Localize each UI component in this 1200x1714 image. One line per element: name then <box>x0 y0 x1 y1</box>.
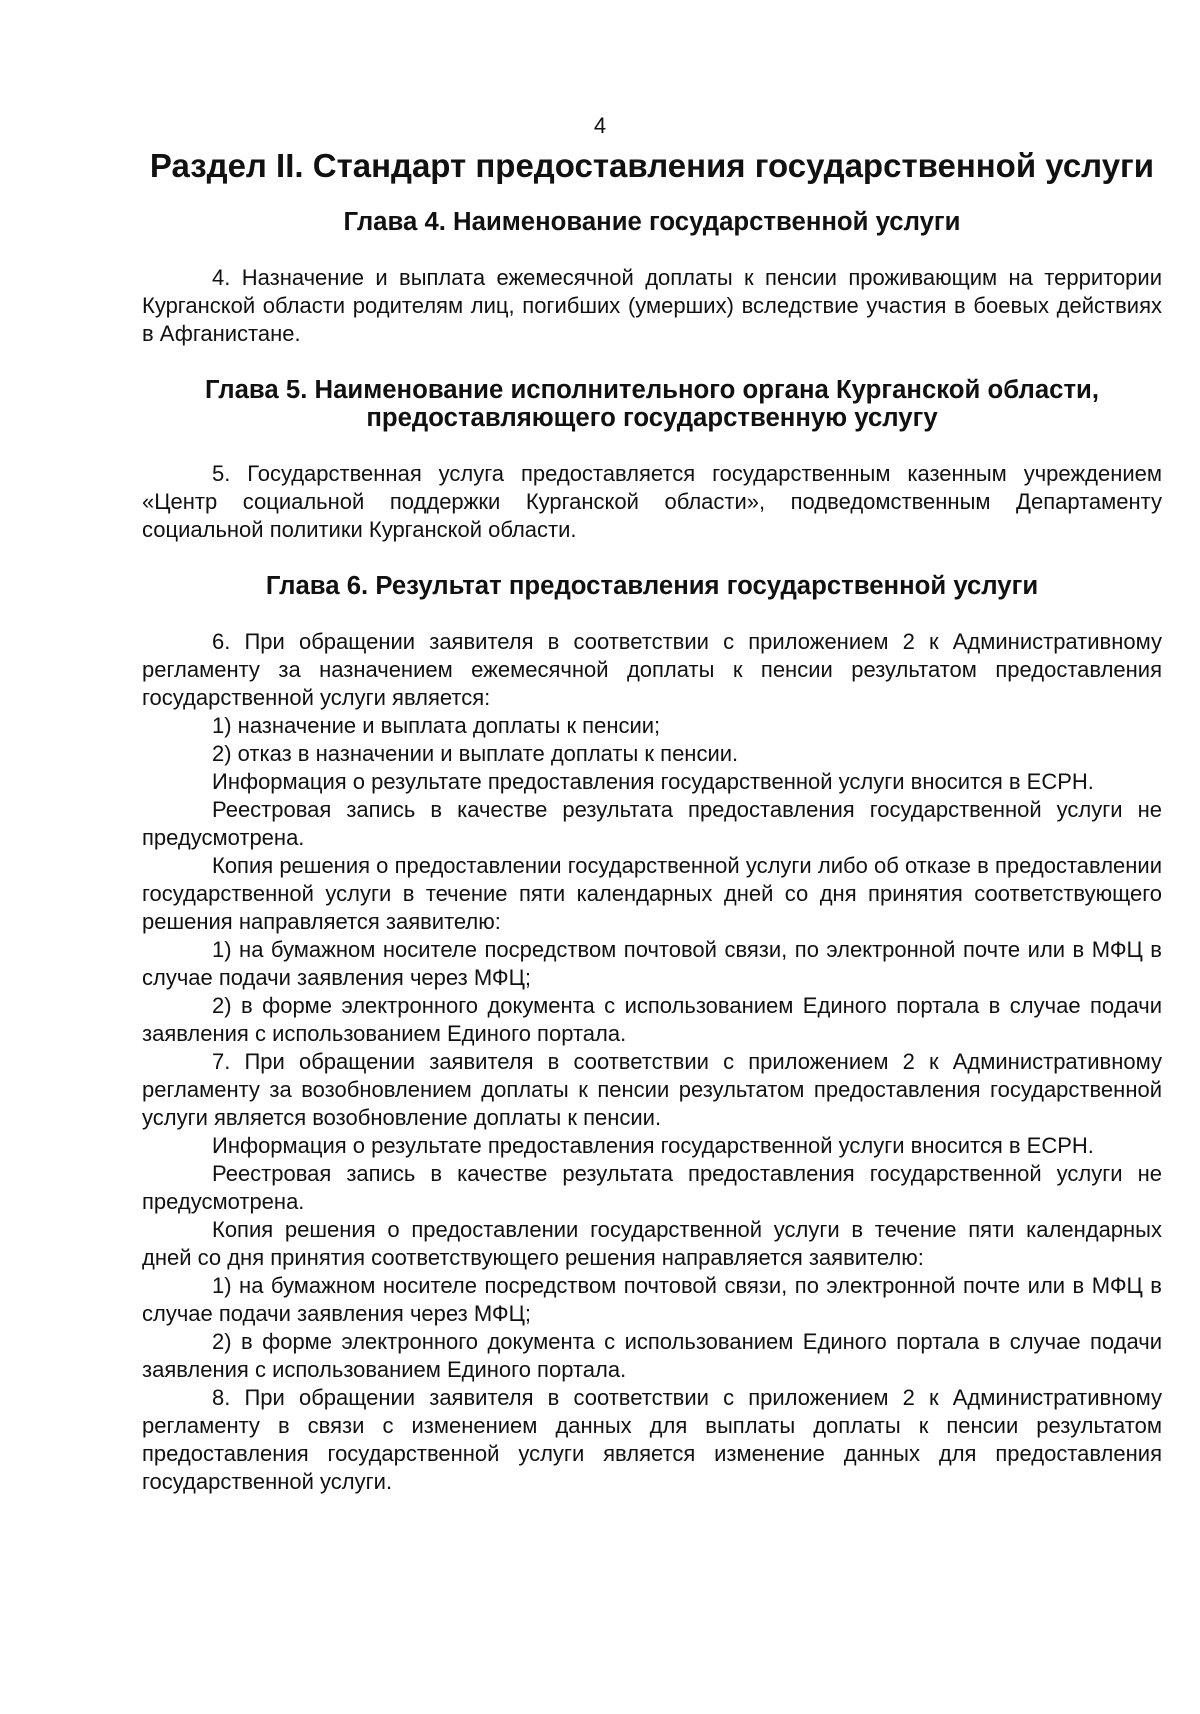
chapter-5-title-line-1: Глава 5. Наименование исполнительного органа Курганской области, <box>204 376 1100 404</box>
paragraph: Информация о результате предоставления государственной услуги вносится в ЕСРН. <box>212 769 1094 794</box>
list-item: 2) отказ в назначении и выплате доплаты к пенсии. <box>212 741 739 766</box>
paragraph: 5. Государственная услуга предоставляется государственным казенным учреждением «Центр социальной поддержки Курганской области», подведомственным Департаменту социальной политики Курганской области. <box>142 461 1162 542</box>
list-item: 1) назначение и выплата доплаты к пенсии; <box>212 713 661 738</box>
paragraph: Реестровая запись в качестве результата предоставления государственной услуги не предусмотрена. <box>142 797 1162 850</box>
paragraph: Реестровая запись в качестве результата предоставления государственной услуги не предусмотрена. <box>142 1161 1162 1214</box>
section-title: Раздел II. Стандарт предоставления государственной услуги <box>149 147 1155 184</box>
paragraph: 8. При обращении заявителя в соответствии с приложением 2 к Административному регламенту в связи с изменением данных для выплаты доплаты к пенсии результатом предоставления государственной услуги является изменение данных для предоставления государственной услуги. <box>142 1385 1162 1494</box>
paragraph: Информация о результате предоставления государственной услуги вносится в ЕСРН. <box>212 1133 1094 1158</box>
document-body <box>142 147 1162 1496</box>
paragraph: Копия решения о предоставлении государственной услуги либо об отказе в предоставлении государственной услуги в течение пяти календарных дней со дня принятия соответствующего решения направляется заявителю: <box>142 853 1162 934</box>
paragraph: 7. При обращении заявителя в соответствии с приложением 2 к Административному регламенту за возобновлением доплаты к пенсии результатом предоставления государственной услуги является возобновление доплаты к пенсии. <box>142 1049 1162 1130</box>
chapter-5-title <box>142 376 1162 432</box>
chapter-4-title: Глава 4. Наименование государственной услуги <box>343 208 961 236</box>
chapter-5-title-line-2: предоставляющего государственную услугу <box>366 404 938 432</box>
list-item: 2) в форме электронного документа с использованием Единого портала в случае подачи заявления с использованием Единого портала. <box>142 1329 1162 1382</box>
paragraph: 4. Назначение и выплата ежемесячной доплаты к пенсии проживающим на территории Курганской области родителям лиц, погибших (умерших) вследствие участия в боевых действиях в Афганистане. <box>142 265 1162 346</box>
list-item: 1) на бумажном носителе посредством почтовой связи, по электронной почте или в МФЦ в случае подачи заявления через МФЦ; <box>142 1273 1162 1326</box>
paragraph: Копия решения о предоставлении государственной услуги в течение пяти календарных дней со дня принятия соответствующего решения направляется заявителю: <box>142 1217 1162 1270</box>
page-number: 4 <box>593 113 607 138</box>
chapter-6-title: Глава 6. Результат предоставления государственной услуги <box>265 572 1039 600</box>
list-item: 1) на бумажном носителе посредством почтовой связи, по электронной почте или в МФЦ в случае подачи заявления через МФЦ; <box>142 937 1162 990</box>
list-item: 2) в форме электронного документа с использованием Единого портала в случае подачи заявления с использованием Единого портала. <box>142 993 1162 1046</box>
paragraph: 6. При обращении заявителя в соответствии с приложением 2 к Административному регламенту за назначением ежемесячной доплаты к пенсии результатом предоставления государственной услуги является: <box>142 629 1162 710</box>
